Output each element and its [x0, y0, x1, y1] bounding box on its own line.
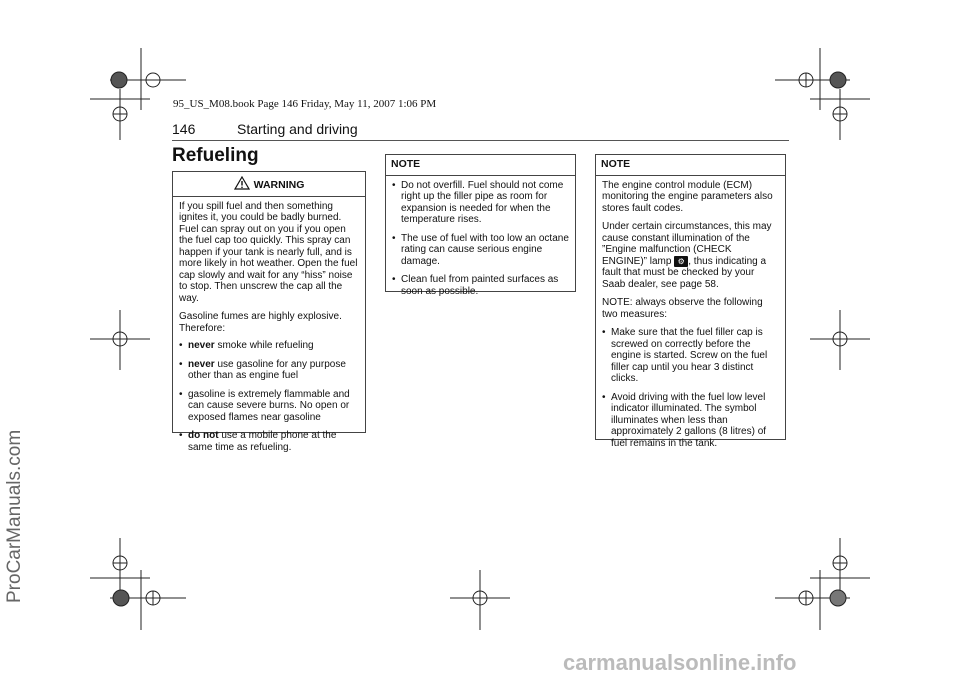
section-title: Starting and driving	[237, 121, 358, 137]
page-number: 146	[172, 121, 196, 137]
list-item: • never use gasoline for any purpose other than as engine fuel	[179, 358, 346, 381]
list-item: • gasoline is extremely flammable and can cause severe burns. No open or exposed flames near gasoline	[179, 388, 350, 423]
warning-box	[172, 171, 366, 453]
note-2-title: NOTE	[596, 155, 785, 176]
warning-title: WARNING	[253, 179, 305, 191]
footer-watermark: carmanualsonline.info	[563, 650, 797, 675]
warning-header	[173, 172, 365, 197]
list-item: • Make sure that the fuel filler cap is screwed on correctly before the engine is started. Screw on the fuel filler cap until you hear 3 distinct clicks.	[602, 327, 768, 385]
warning-paragraph-2: Gasoline fumes are highly explosive. Therefore:	[179, 311, 342, 334]
warning-triangle-icon	[234, 176, 250, 190]
list-item: • do not use a mobile phone at the same time as refueling.	[179, 430, 337, 453]
page-heading: Refueling	[172, 145, 259, 166]
book-header: 95_US_M08.book Page 146 Friday, May 11, 2007 1:06 PM	[173, 98, 437, 110]
list-item: • Avoid driving with the fuel low level indicator illuminated. The symbol illuminates when less than approximately 2 gallons (8 litres) of fuel remains in the tank.	[602, 391, 767, 449]
list-item: • Clean fuel from painted surfaces as soon as possible.	[392, 274, 559, 297]
note-2-paragraph-1: The engine control module (ECM) monitoring the engine parameters also stores fault codes.	[602, 179, 773, 214]
list-item: • The use of fuel with too low an octane rating can cause serious engine damage.	[392, 232, 569, 267]
header-rule	[172, 140, 789, 141]
note-box-1	[385, 154, 576, 297]
list-item: • never smoke while refueling	[179, 340, 314, 351]
check-engine-lamp-icon: ⚙	[674, 256, 688, 267]
note-box-2	[595, 154, 786, 449]
warning-paragraph-1: If you spill fuel and then something ignites it, you could be badly burned. Fuel can spray out on you if you open the fuel cap too quickly. This spray can happen if your tank is nearly full, and is more likely in hot weather. Open the fuel cap slowly and wait for any “hiss” noise to stop. Then unscrew the cap all the way.	[179, 200, 358, 304]
note-2-paragraph-3: NOTE: always observe the following two measures:	[602, 297, 763, 320]
list-item: • Do not overfill. Fuel should not come right up the filler pipe as room for expansion is needed for when the temperature rises.	[392, 179, 564, 225]
note-2-paragraph-2: Under certain circumstances, this may cause constant illumination of the ”Engine malfunction (CHECK ENGINE)” lamp ⚙ , thus indicating a fault that must be checked by your Saab dealer, see page 58.	[602, 221, 772, 290]
note-1-title: NOTE	[386, 155, 575, 176]
watermark: ProCarManuals.com	[4, 429, 25, 603]
